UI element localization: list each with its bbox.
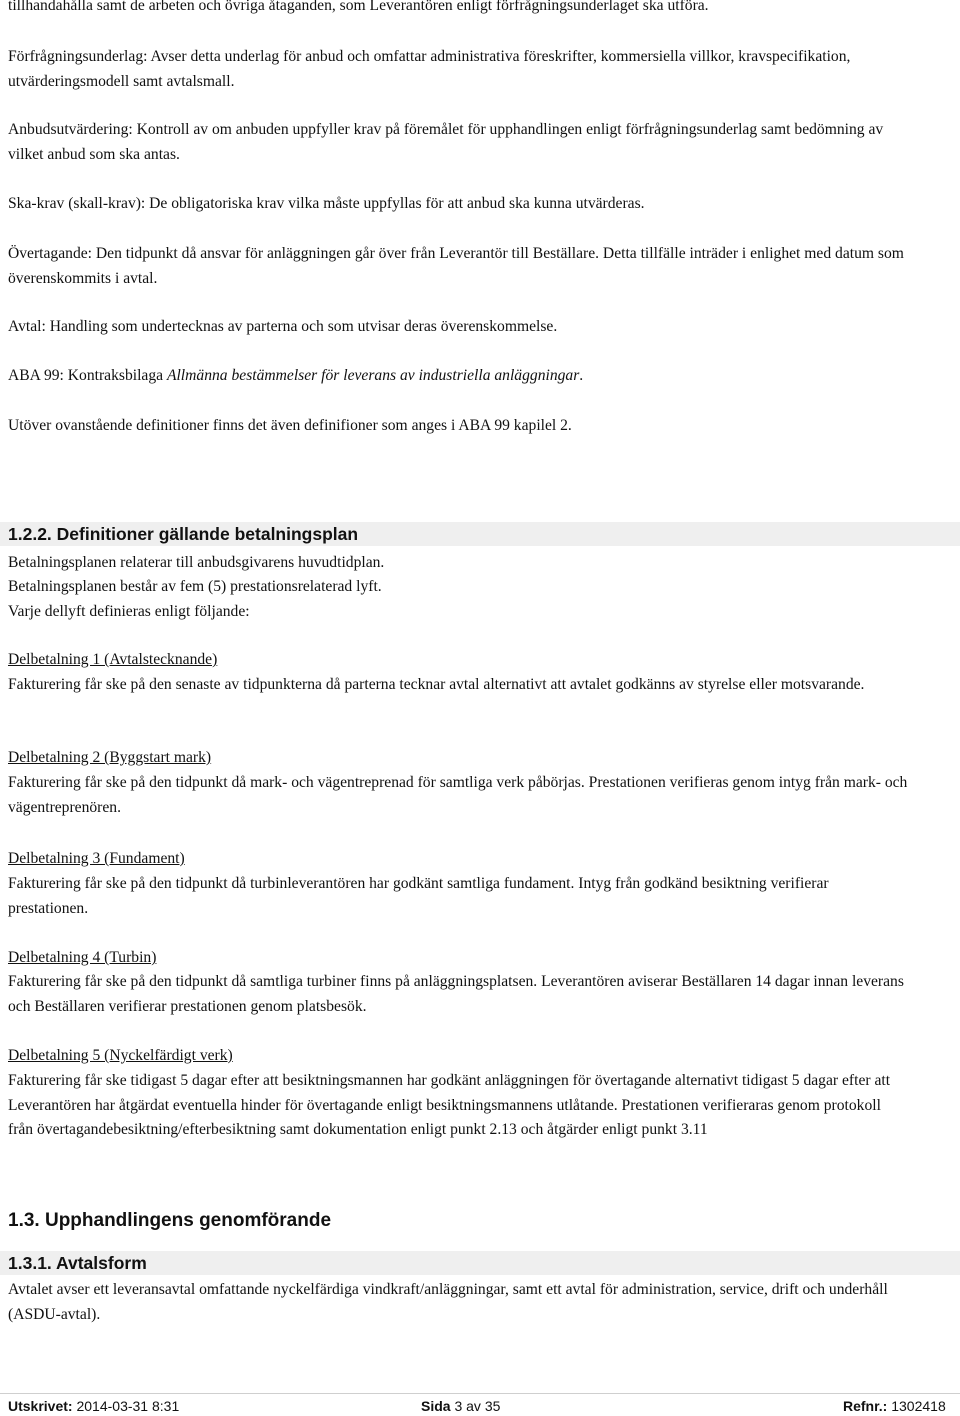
delbetalning-1-title: Delbetalning 1 (Avtalstecknande): [8, 651, 218, 668]
footer-page-label: Sida: [421, 1398, 451, 1414]
delbetalning-1-body: Fakturering får ske på den senaste av tidpunkterna då parterna tecknar avtal alternativt att avtalet godkänns av styrelse eller motsvarande.: [8, 676, 865, 693]
betalningsplan-line-2: Betalningsplanen består av fem (5) prestationsrelaterad lyft.: [8, 578, 382, 595]
aba99-suffix: .: [579, 367, 584, 384]
footer-ref-value: 1302418: [891, 1398, 946, 1414]
page-footer: [0, 1393, 960, 1416]
section-heading-1-3-1: 1.3.1. Avtalsform: [0, 1251, 960, 1275]
footer-printed-value: 2014-03-31 8:31: [76, 1398, 180, 1414]
footer-ref: [843, 1398, 946, 1414]
paragraph-aba99: [8, 364, 908, 389]
delbetalning-4-body: Fakturering får ske på den tidpunkt då samtliga turbiner finns på anläggningsplatsen. Leverantören aviserar Beställaren 14 dagar innan leverans och Beställaren verifierar prestationen genom platsbesök.: [8, 973, 904, 1015]
betalningsplan-line-1: Betalningsplanen relaterar till anbudsgivarens huvudtidplan.: [8, 554, 385, 571]
delbetalning-2-body: Fakturering får ske på den tidpunkt då mark- och vägentreprenad för samtliga verk påbörjas. Prestationen verifieras genom intyg från mark- och vägentreprenören.: [8, 774, 908, 816]
footer-page: [421, 1398, 500, 1414]
paragraph-avtal: Avtal: Handling som undertecknas av parterna och som utvisar deras överenskommelse.: [8, 318, 558, 335]
delbetalning-5-title: Delbetalning 5 (Nyckelfärdigt verk): [8, 1047, 233, 1064]
paragraph-overtagande: Övertagande: Den tidpunkt då ansvar för anläggningen går över från Leverantör till Beställare. Detta tillfälle inträder i enlighet med datum som överenskommits i avtal.: [8, 245, 904, 287]
delbetalning-3-body: Fakturering får ske på den tidpunkt då turbinleverantören har godkänt samtliga fundament. Intyg från godkänd besiktning verifierar prestationen.: [8, 875, 829, 917]
delbetalning-4-title: Delbetalning 4 (Turbin): [8, 949, 157, 966]
paragraph-utover: Utöver ovanstående definitioner finns det även definifioner som anges i ABA 99 kapilel 2.: [8, 417, 572, 434]
delbetalning-5-body: Fakturering får ske tidigast 5 dagar efter att besiktningsmannen har godkänt anläggningen för övertagande alternativt tidigast 5 dagar efter att Leverantören har åtgärdat eventuella hinder för övertagande enligt besiktningsmannens utlåtande. Prestationen verifieraras genom protokoll från övertagandebesiktning/efterbesiktning samt dokumentation enligt punkt 2.13 och åtgärder enligt punkt 3.11: [8, 1072, 891, 1139]
section-heading-1-2-2: 1.2.2. Definitioner gällande betalningsplan: [0, 522, 960, 546]
paragraph-forfragningsunderlag: Förfrågningsunderlag: Avser detta underlag för anbud och omfattar administrativa föreskrifter, kommersiella villkor, kravspecifikation, utvärderingsmodell samt avtalsmall.: [8, 48, 851, 90]
footer-page-value: 3 av 35: [454, 1398, 501, 1414]
delbetalning-2-title: Delbetalning 2 (Byggstart mark): [8, 749, 212, 766]
paragraph-ska-krav: Ska-krav (skall-krav): De obligatoriska krav vilka måste uppfyllas för att anbud ska kunna utvärderas.: [8, 195, 645, 212]
betalningsplan-line-3: Varje dellyft definieras enligt följande:: [8, 603, 250, 620]
avtalsform-body: Avtalet avser ett leveransavtal omfattande nyckelfärdiga vindkraft/anläggningar, samt ett avtal för administration, service, drift och underhåll (ASDU-avtal).: [8, 1281, 888, 1323]
paragraph-intro-continuation: tillhandahålla samt de arbeten och övriga åtaganden, som Leverantören enligt förfrågningsunderlaget ska utföra.: [8, 0, 709, 14]
footer-ref-label: Refnr.:: [843, 1398, 888, 1414]
paragraph-anbudsutvardering: Anbudsutvärdering: Kontroll av om anbuden uppfyller krav på föremålet för upphandlingen enligt förfrågningsunderlag samt bedömning av vilket anbud som ska antas.: [8, 121, 884, 163]
footer-printed: [8, 1398, 179, 1414]
footer-printed-label: Utskrivet:: [8, 1398, 73, 1414]
section-heading-1-3: 1.3. Upphandlingens genomförande: [8, 1210, 332, 1231]
aba99-prefix: ABA 99: Kontraksbilaga: [8, 367, 167, 384]
delbetalning-3-title: Delbetalning 3 (Fundament): [8, 850, 185, 867]
aba99-title: Allmänna bestämmelser för leverans av industriella anläggningar: [166, 367, 580, 384]
